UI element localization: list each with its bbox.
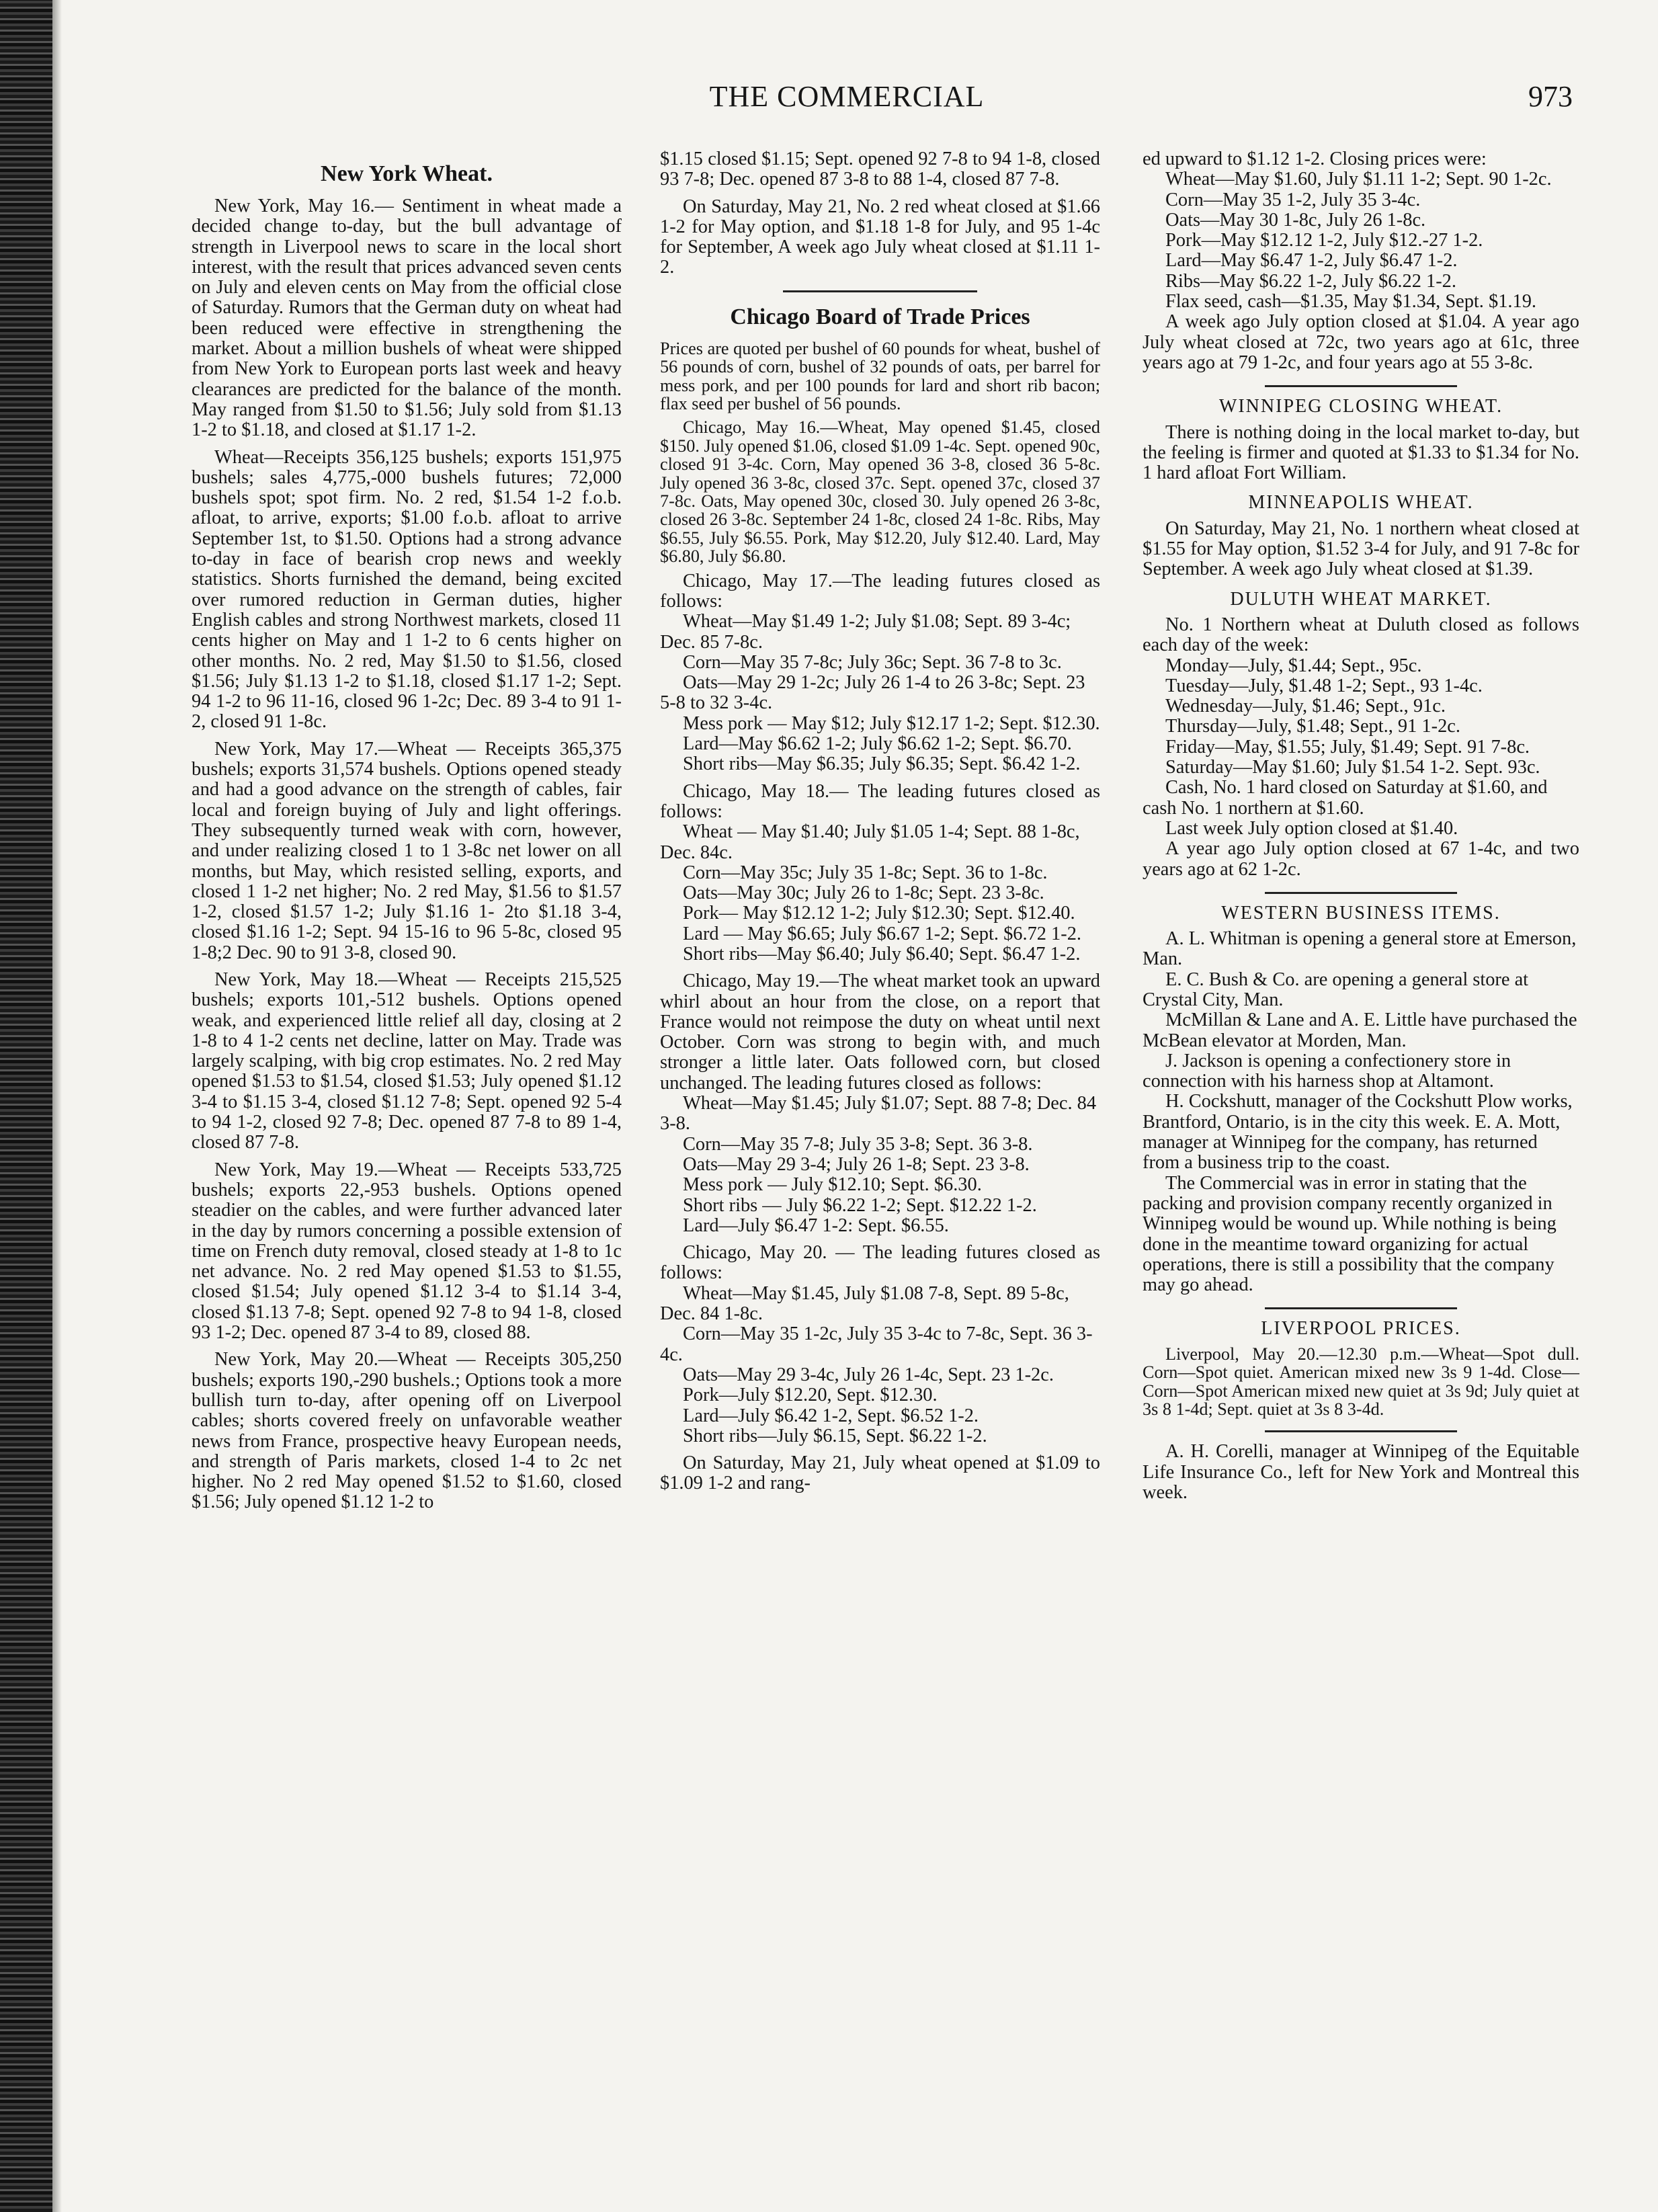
- section-heading-western: WESTERN BUSINESS ITEMS.: [1221, 902, 1501, 924]
- publication-title: THE COMMERCIAL: [709, 80, 985, 113]
- news-item: J. Jackson is opening a confectionery store in connection with his harness shop at Altamont.: [1143, 1050, 1511, 1092]
- note-text: Prices are quoted per bushel of 60 pounds for wheat, bushel of 56 pounds of corn, bushel of 32 pounds of oats, per barrel for mess pork, and per 100 pounds for lard and short rib bacon; flax seed per bushel of 56 pounds.: [660, 338, 1100, 413]
- article-paragraph: New York, May 17.—Wheat — Receipts 365,375 bushels; exports 31,574 bushels. Options opened steady and had a good advance on the strength of cables, fair local and foreign buying of July and light offerings. They subsequently turned weak with corn, however, and under realizing closed 1 to 1 3-8c net lower on all months, but May, which resisted selling, exports, and closed 1 1-2 net higher; No. 2 red May, $1.56 to $1.57 1-2, closed $1.57 1-2; July $1.16 1- 2to $1.18 3-4, closed $1.16 1-2; Sept. 94 15-16 to 96 5-8c, closed 95 1-8;2 Dec. 90 to 91 3-8, closed 90.: [192, 738, 622, 963]
- article-paragraph: New York, May 19.—Wheat — Receipts 533,725 bushels; exports 22,-953 bushels. Options opened steadier on the cables, and were further advanced later in the day by rumors concerning a possible extension of time on French duty removal, closed steady at 1-8 to 1c net advance. No. 2 red May opened $1.53 to $1.55, closed $1.54; July opened $1.12 3-4 to $1.14 3-4, closed $1.13 7-8; Sept. opened 92 7-8 to 94 1-8, closed 93 1-2; Dec. opened 87 3-4 to 89, closed 88.: [192, 1159, 622, 1344]
- section-divider: [1265, 1430, 1457, 1432]
- quote-line: Wheat — May $1.40; July $1.05 1-4; Sept. 88 1-8c, Dec. 84c.: [660, 821, 1080, 863]
- quote-line: Ribs—May $6.22 1-2, July $6.22 1-2.: [1165, 270, 1456, 292]
- quote-line: Wheat—May $1.60, July $1.11 1-2; Sept. 90 1-2c.: [1165, 169, 1552, 190]
- liverpool-block: [1143, 1345, 1579, 1419]
- quote-line: Wheat—May $1.45, July $1.08 7-8, Sept. 89 5-8c, Dec. 84 1-8c.: [660, 1282, 1069, 1325]
- quote-line: Lard—May $6.62 1-2; July $6.62 1-2; Sept. $6.70.: [683, 733, 1072, 755]
- news-item: E. C. Bush & Co. are opening a general store at Crystal City, Man.: [1143, 969, 1529, 1010]
- article-paragraph: New York, May 20.—Wheat — Receipts 305,250 bushels; exports 190,-290 bushels.; Options took a more bullish turn to-day, after opening off on Liverpool cables; shorts covered freely on unfavorable weather news from France, prospective heavy European needs, and strength of Paris markets, closed 1-4 to 2c net higher. No 2 red May opened $1.52 to $1.60, closed $1.56; July opened $1.12 1-2 to: [192, 1349, 622, 1513]
- article-paragraph: A week ago July option closed at $1.04. A year ago July wheat closed at 72c, two years ago at 61c, three years ago at 79 1-2c, and four years ago at 55 3-8c.: [1143, 311, 1579, 373]
- article-paragraph: $1.15 closed $1.15; Sept. opened 92 7-8 to 94 1-8, closed 93 7-8; Dec. opened 87 3-8 to 88 1-4, closed 87 7-8.: [660, 149, 1100, 190]
- quote-line: Short ribs—May $6.40; July $6.40; Sept. $6.47 1-2.: [683, 944, 1081, 965]
- article-paragraph: Liverpool, May 20.—12.30 p.m.—Wheat—Spot dull. Corn—Spot quiet. American mixed new 3s 9 1-4d. Close—Corn—Spot American mixed new quiet at 3s 9d; July quiet at 3s 8 1-4d; Sept. quiet at 3s 8 3-4d.: [1143, 1344, 1579, 1419]
- column-2: [660, 149, 1100, 1501]
- report-may-19-intro: Chicago, May 19.—The wheat market took an upward whirl about an hour from the close, on a report that France would not reimpose the duty on wheat until next October. Corn was strong to begin with, and much stronger a little later. Oats followed corn, but closed unchanged. The leading futures closed as follows:: [660, 971, 1100, 1094]
- article-paragraph: ed upward to $1.12 1-2. Closing prices were:: [1143, 149, 1487, 169]
- quote-line: Thursday—July, $1.48; Sept., 91 1-2c.: [1165, 716, 1460, 737]
- quote-line: Oats—May 29 1-2c; July 26 1-4 to 26 3-8c; Sept. 23 5-8 to 32 3-4c.: [660, 672, 1085, 714]
- page-number: 973: [1528, 80, 1573, 113]
- section-divider: [1265, 385, 1457, 387]
- news-item: The Commercial was in error in stating that the packing and provision company recently organized in Winnipeg would be wound up. While nothing is being done in the meantime toward organizing for actual operations, there is still a possibility that the company may go ahead.: [1143, 1172, 1557, 1296]
- article-paragraph: Wheat—Receipts 356,125 bushels; exports 151,975 bushels; sales 4,775,-000 bushels futures; 72,000 bushels spot; spot firm. No. 2 red, $1.54 1-2 f.o.b. afloat, to arrive, exports; $1.00 f.o.b. afloat to arrive September 1st, to $1.50. Options had a strong advance to-day in face of bearish crop news and weekly statistics. Shorts furnished the demand, being excited over rumored reduction in German duties, higher English cables and strong Northwest markets, closed 11 cents higher on May and 1 1-2 to 6 cents higher on other months. No. 2 red, May $1.50 to $1.56, closed $1.56; July $1.13 1-2 to $1.18, closed $1.17 1-2; Sept. 94 1-2 to 96 11-16, closed 96 1-2c; Dec. 89 3-4 to 91 1-2, closed 91 1-8c.: [192, 446, 622, 733]
- column-3: [1143, 149, 1579, 1510]
- quote-line: Saturday—May $1.60; July $1.54 1-2. Sept. 93c.: [1165, 757, 1540, 778]
- quote-line: Mess pork — July $12.10; Sept. $6.30.: [683, 1174, 982, 1196]
- quote-line: Mess pork — May $12; July $12.17 1-2; Sept. $12.30.: [683, 712, 1100, 734]
- quote-line: Oats—May 30 1-8c, July 26 1-8c.: [1165, 209, 1426, 231]
- quote-line: Cash, No. 1 hard closed on Saturday at $1.60, and cash No. 1 northern at $1.60.: [1143, 777, 1548, 819]
- section-heading-liverpool: LIVERPOOL PRICES.: [1261, 1318, 1461, 1340]
- quote-line: Tuesday—July, $1.48 1-2; Sept., 93 1-4c.: [1165, 675, 1483, 696]
- quote-line: Oats—May 29 3-4c, July 26 1-4c, Sept. 23 1-2c.: [683, 1364, 1054, 1385]
- article-heading-new-york-wheat: New York Wheat.: [321, 161, 493, 186]
- quote-line: Monday—July, $1.44; Sept., 95c.: [1165, 655, 1422, 676]
- quote-line: Friday—May, $1.55; July, $1.49; Sept. 91 7-8c.: [1165, 736, 1530, 757]
- quotation-note: [660, 339, 1100, 566]
- quote-line: Lard—July $6.42 1-2, Sept. $6.52 1-2.: [683, 1405, 979, 1426]
- quote-line: Oats—May 30c; July 26 to 1-8c; Sept. 23 3-8c.: [683, 883, 1044, 904]
- quote-line: Pork—July $12.20, Sept. $12.30.: [683, 1385, 938, 1406]
- article-heading-chicago-board: Chicago Board of Trade Prices: [730, 304, 1030, 329]
- quote-line: Lard — May $6.65; July $6.67 1-2; Sept. $6.72 1-2.: [683, 923, 1082, 944]
- report-may-16: Chicago, May 16.—Wheat, May opened $1.45, closed $150. July opened $1.06, closed $1.09 1-4c. Sept. opened 90c, closed 91 3-4c. Corn, May opened 36 3-8, closed 36 5-8c. July opened 36 3-8c, closed 37c. Sept. opened 37c, closed 37 7-8c. Oats, May opened 30c, closed 30. July opened 26 3-8c, closed 26 3-8c. September 24 1-8c, closed 24 1-8c. Ribs, May $6.55, July $6.55. Pork, May $12.20, July $12.40. Lard, May $6.80, July $6.80.: [660, 417, 1100, 567]
- quote-line: Corn—May 35 7-8c; July 36c; Sept. 36 7-8 to 3c.: [683, 651, 1062, 673]
- book-binding-edge: [0, 0, 52, 2212]
- section-heading-minneapolis: MINNEAPOLIS WHEAT.: [1248, 492, 1474, 514]
- news-item: McMillan & Lane and A. E. Little have purchased the McBean elevator at Morden, Man.: [1143, 1010, 1577, 1051]
- quote-line: Corn—May 35 1-2, July 35 3-4c.: [1165, 189, 1421, 210]
- section-divider: [1265, 892, 1457, 894]
- page-header: [121, 79, 1573, 126]
- quote-line: Lard—May $6.47 1-2, July $6.47 1-2.: [1165, 250, 1458, 272]
- report-may-18-intro: Chicago, May 18.— The leading futures closed as follows:: [660, 780, 1100, 822]
- quote-line: Short ribs — July $6.22 1-2; Sept. $12.22 1-2.: [683, 1194, 1037, 1216]
- quote-line: Pork—May $12.12 1-2, July $12.-27 1-2.: [1165, 230, 1483, 251]
- news-item: A. L. Whitman is opening a general store at Emerson, Man.: [1143, 928, 1577, 970]
- article-paragraph: On Saturday, May 21, July wheat opened at $1.09 to $1.09 1-2 and rang-: [660, 1452, 1100, 1494]
- quote-line: Last week July option closed at $1.40.: [1165, 817, 1458, 839]
- report-may-17-intro: Chicago, May 17.—The leading futures closed as follows:: [660, 570, 1100, 612]
- quote-line: Short ribs—July $6.15, Sept. $6.22 1-2.: [683, 1425, 987, 1446]
- article-paragraph: New York, May 16.— Sentiment in wheat made a decided change to-day, but the bull advantage of strength in Liverpool news to scare in the local short interest, with the result that prices advanced seven cents on July and eleven cents on May from the official close of Saturday. Rumors that the German duty on wheat had been reduced were effective in strengthening the market. About a million bushels of wheat were shipped from New York to European ports last week and heavy clearances are predicted for the balance of the month. May ranged from $1.50 to $1.56; July sold from $1.13 1-2 to $1.18, and closed at $1.17 1-2.: [192, 196, 622, 441]
- article-paragraph: New York, May 18.—Wheat — Receipts 215,525 bushels; exports 101,-512 bushels. Options opened weak, and experienced little relief all day, closing at 2 1-8 to 4 1-2 cents net decline, latter on May. Trade was largely scalping, with big crop estimates. No. 2 red May opened $1.53 to $1.54, closed $1.53; July opened $1.12 3-4 to $1.15 3-4, closed $1.12 7-8; Sept. opened 92 5-4 to 94 1-2, closed 92 7-8; Dec. opened 87 7-8 to 89 1-4, closed 87 7-8.: [192, 969, 622, 1153]
- section-heading-duluth: DULUTH WHEAT MARKET.: [1230, 588, 1492, 610]
- quote-line: Wheat—May $1.45; July $1.07; Sept. 88 7-8; Dec. 84 3-8.: [660, 1093, 1097, 1135]
- quote-line: Corn—May 35c; July 35 1-8c; Sept. 36 to 1-8c.: [683, 862, 1048, 883]
- report-may-20-intro: Chicago, May 20. — The leading futures closed as follows:: [660, 1242, 1100, 1284]
- article-paragraph: No. 1 Northern wheat at Duluth closed as follows each day of the week:: [1143, 614, 1579, 656]
- section-divider: [783, 290, 977, 292]
- article-paragraph: On Saturday, May 21, No. 2 red wheat closed at $1.66 1-2 for May option, and $1.18 1-8 for July, and 95 1-4c for September, A week ago July wheat closed at $1.11 1-2.: [660, 196, 1100, 278]
- section-divider: [1265, 1307, 1457, 1309]
- quote-line: Corn—May 35 7-8; July 35 3-8; Sept. 36 3-8.: [683, 1133, 1033, 1155]
- section-heading-winnipeg: WINNIPEG CLOSING WHEAT.: [1218, 396, 1503, 417]
- quote-line: Pork— May $12.12 1-2; July $12.30; Sept. $12.40.: [683, 903, 1075, 924]
- quote-line: Wednesday—July, $1.46; Sept., 91c.: [1165, 696, 1446, 717]
- news-item: H. Cockshutt, manager of the Cockshutt Plow works, Brantford, Ontario, is in the city this week. E. A. Mott, manager at Winnipeg for the company, has returned from a business trip to the coast.: [1143, 1091, 1573, 1174]
- quote-line: Oats—May 29 3-4; July 26 1-8; Sept. 23 3-8.: [683, 1153, 1030, 1175]
- article-paragraph: There is nothing doing in the local market to-day, but the feeling is firmer and quoted at $1.33 to $1.34 for No. 1 hard afloat Fort William.: [1143, 421, 1579, 484]
- quote-line: Corn—May 35 1-2c, July 35 3-4c to 7-8c, Sept. 36 3-4c.: [660, 1323, 1093, 1365]
- article-paragraph: A year ago July option closed at 67 1-4c, and two years ago at 62 1-2c.: [1143, 838, 1579, 880]
- quote-line: Wheat—May $1.49 1-2; July $1.08; Sept. 89 3-4c; Dec. 85 7-8c.: [660, 611, 1071, 653]
- quote-line: Short ribs—May $6.35; July $6.35; Sept. $6.42 1-2.: [683, 753, 1081, 775]
- article-paragraph: On Saturday, May 21, No. 1 northern wheat closed at $1.55 for May option, $1.52 3-4 for July, and 91 7-8c for September. A week ago July wheat closed at $1.39.: [1143, 518, 1579, 580]
- article-paragraph: A. H. Corelli, manager at Winnipeg of the Equitable Life Insurance Co., left for New York and Montreal this week.: [1143, 1441, 1579, 1503]
- quote-line: Flax seed, cash—$1.35, May $1.34, Sept. $1.19.: [1165, 291, 1536, 313]
- quote-line: Lard—July $6.47 1-2: Sept. $6.55.: [683, 1215, 949, 1236]
- column-1: [192, 149, 622, 1520]
